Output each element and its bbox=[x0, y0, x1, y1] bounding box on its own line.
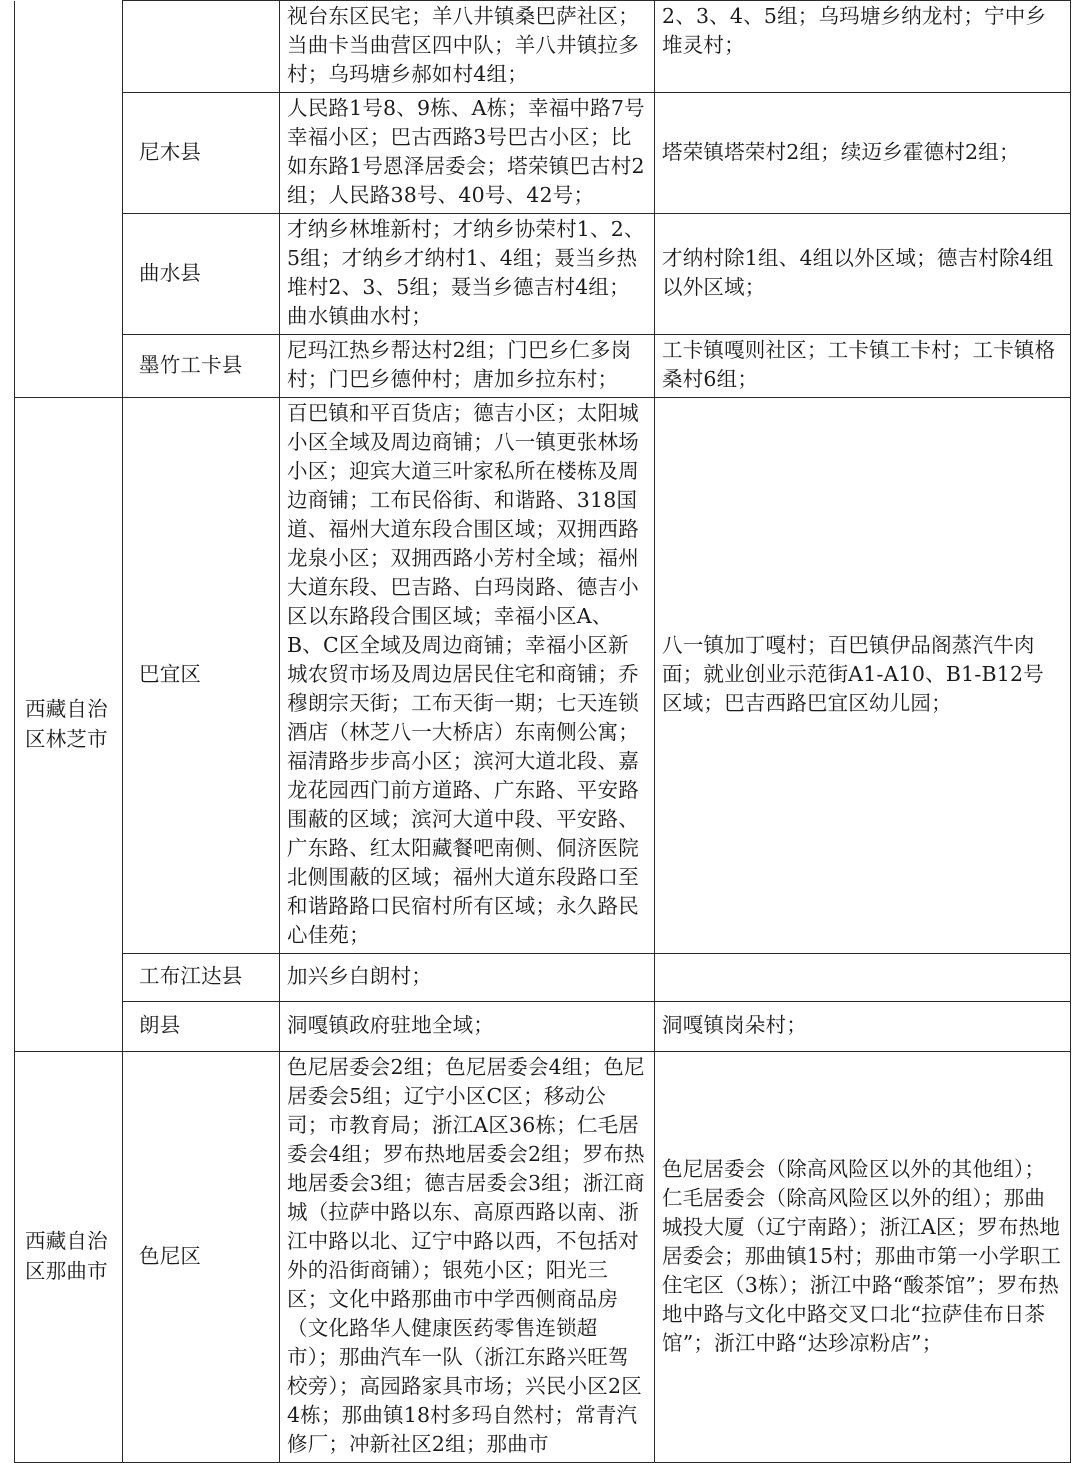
table-row bbox=[15, 214, 1071, 335]
table-row bbox=[15, 1, 1071, 93]
medium-risk-cell: 工卡镇嘎则社区；工卡镇工卡村；工卡镇格桑村6组； bbox=[655, 335, 1071, 398]
risk-area-table bbox=[14, 0, 1071, 1463]
county-cell: 墨竹工卡县 bbox=[123, 335, 280, 398]
medium-risk-cell: 八一镇加丁嘎村；百巴镇伊品阁蒸汽牛肉面；就业创业示范街A1-A10、B1-B12号区域；巴吉西路巴宜区幼儿园； bbox=[655, 398, 1071, 954]
county-cell: 巴宜区 bbox=[123, 398, 280, 954]
table-row bbox=[15, 335, 1071, 398]
medium-risk-cell bbox=[655, 954, 1071, 1002]
medium-risk-cell: 才纳村除1组、4组以外区域；德吉村除4组以外区域； bbox=[655, 214, 1071, 335]
medium-risk-cell: 洞嘎镇岗朵村； bbox=[655, 1002, 1071, 1052]
county-cell: 曲水县 bbox=[123, 214, 280, 335]
high-risk-cell: 洞嘎镇政府驻地全域； bbox=[280, 1002, 655, 1052]
table-row bbox=[15, 1052, 1071, 1463]
high-risk-cell: 视台东区民宅；羊八井镇桑巴萨社区；当曲卡当曲营区四中队；羊八井镇拉多村；乌玛塘乡郝如村4组； bbox=[280, 1, 655, 93]
county-cell: 色尼区 bbox=[123, 1052, 280, 1463]
high-risk-cell: 加兴乡白朗村； bbox=[280, 954, 655, 1002]
county-cell: 朗县 bbox=[123, 1002, 280, 1052]
table-row bbox=[15, 398, 1071, 954]
table-row bbox=[15, 954, 1071, 1002]
city-cell: 西藏自治区林芝市 bbox=[15, 398, 123, 1052]
county-cell: 尼木县 bbox=[123, 93, 280, 214]
table-row bbox=[15, 93, 1071, 214]
county-cell bbox=[123, 1, 280, 93]
medium-risk-cell: 塔荣镇塔荣村2组；续迈乡霍德村2组； bbox=[655, 93, 1071, 214]
high-risk-cell: 才纳乡林堆新村；才纳乡协荣村1、2、5组；才纳乡才纳村1、4组；聂当乡热堆村2、3、5组；聂当乡德吉村4组；曲水镇曲水村； bbox=[280, 214, 655, 335]
city-cell: 西藏自治区那曲市 bbox=[15, 1052, 123, 1463]
high-risk-cell: 百巴镇和平百货店；德吉小区；太阳城小区全域及周边商铺；八一镇更张林场小区；迎宾大道三叶家私所在楼栋及周边商铺；工布民俗街、和谐路、318国道、福州大道东段合围区域；双拥西路龙泉小区；双拥西路小芳村全域；福州大道东段、巴吉路、白玛岗路、德吉小区以东路段合围区域；幸福小区A、B、C区全域及周边商铺；幸福小区新城农贸市场及周边居民住宅和商铺；乔穆朗宗天街；工布天街一期；七天连锁酒店（林芝八一大桥店）东南侧公寓；福清路步步高小区；滨河大道北段、嘉龙花园西门前方道路、广东路、平安路围蔽的区域；滨河大道中段、平安路、广东路、红太阳藏餐吧南侧、侗济医院北侧围蔽的区域；福州大道东段路口至和谐路路口民宿村所有区域；永久路民心佳苑； bbox=[280, 398, 655, 954]
medium-risk-cell: 色尼居委会（除高风险区以外的其他组）；仁毛居委会（除高风险区以外的组）；那曲城投大厦（辽宁南路）；浙江A区；罗布热地居委会；那曲镇15村；那曲市第一小学职工住宅区（3栋）；浙江中路“酸茶馆”；罗布热地中路与文化中路交叉口北“拉萨佳布日茶馆”；浙江中路“达珍凉粉店”； bbox=[655, 1052, 1071, 1463]
high-risk-cell: 人民路1号8、9栋、A栋；幸福中路7号幸福小区；巴古西路3号巴古小区；比如东路1号恩泽居委会；塔荣镇巴古村2组；人民路38号、40号、42号； bbox=[280, 93, 655, 214]
high-risk-cell: 色尼居委会2组；色尼居委会4组；色尼居委会5组；辽宁小区C区；移动公司；市教育局；浙江A区36栋；仁毛居委会4组；罗布热地居委会2组；罗布热地居委会3组；德吉居委会3组；浙江商城（拉萨中路以东、高原西路以南、浙江中路以北、辽宁中路以西，不包括对外的沿街商铺）；银苑小区；阳光三区；文化中路那曲市中学西侧商品房（文化路华人健康医药零售连锁超市）；那曲汽车一队（浙江东路兴旺驾校旁）；高园路家具市场；兴民小区2区4栋；那曲镇18村多玛自然村；常青汽修厂；冲新社区2组；那曲市 bbox=[280, 1052, 655, 1463]
city-cell bbox=[15, 1, 123, 398]
county-cell: 工布江达县 bbox=[123, 954, 280, 1002]
high-risk-cell: 尼玛江热乡帮达村2组；门巴乡仁多岗村；门巴乡德仲村；唐加乡拉东村； bbox=[280, 335, 655, 398]
medium-risk-cell: 2、3、4、5组；乌玛塘乡纳龙村；宁中乡堆灵村； bbox=[655, 1, 1071, 93]
table-row bbox=[15, 1002, 1071, 1052]
